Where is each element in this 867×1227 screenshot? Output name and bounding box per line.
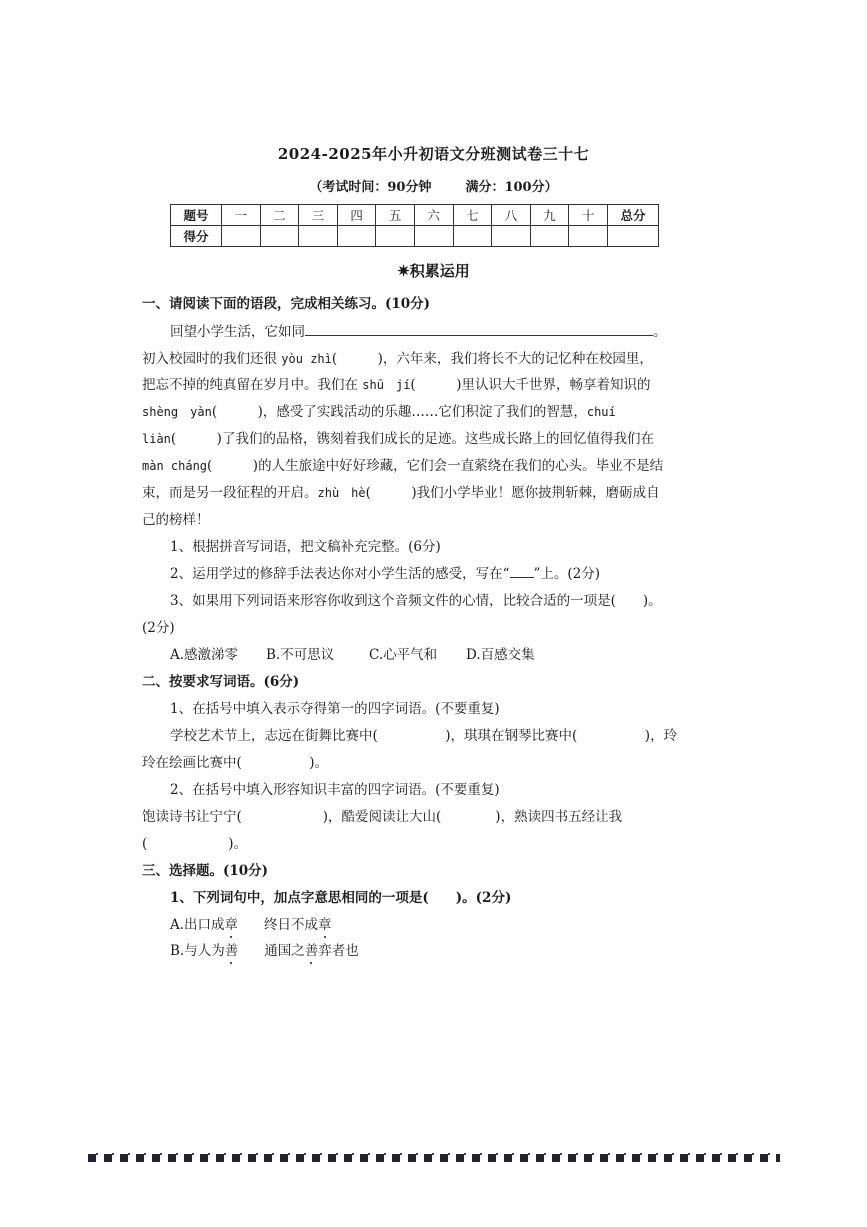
passage-line bbox=[142, 454, 672, 474]
passage-line bbox=[142, 427, 672, 447]
pinyin: zhù hè bbox=[317, 486, 366, 500]
score-input-cell[interactable] bbox=[299, 226, 338, 247]
score-cell: 得分 bbox=[171, 226, 222, 247]
choice-option[interactable] bbox=[170, 913, 672, 933]
choice-option[interactable]: D.百感交集 bbox=[466, 647, 535, 663]
dotted-char: 章 bbox=[224, 917, 239, 933]
passage-line: 己的榜样！ bbox=[142, 512, 210, 528]
score-cell: 七 bbox=[453, 205, 492, 226]
choice-text: 弈者也 bbox=[318, 943, 359, 959]
exam-subtitle bbox=[0, 176, 867, 195]
passage-text: 初入校园时的我们还很 bbox=[142, 351, 282, 367]
exam-full-score: 满分：100分） bbox=[465, 180, 558, 195]
sub-question-text: ”上。(2分) bbox=[533, 566, 601, 582]
choice-text: B.与人为 bbox=[170, 943, 225, 959]
score-cell: 八 bbox=[492, 205, 531, 226]
answer-blank[interactable] bbox=[305, 321, 653, 336]
score-cell: 十 bbox=[569, 205, 608, 226]
passage-line bbox=[142, 481, 672, 501]
pinyin: liàn bbox=[142, 432, 171, 446]
score-input-cell[interactable] bbox=[453, 226, 492, 247]
score-cell: 一 bbox=[222, 205, 261, 226]
question-3-title: 三、选择题。(10分) bbox=[142, 863, 269, 879]
pinyin: shèng yàn bbox=[142, 405, 212, 419]
passage-line: 玲在绘画比赛中( )。 bbox=[142, 755, 329, 771]
passage-text: 回望小学生活，它如同 bbox=[170, 324, 305, 340]
section-heading: ✷积累运用 bbox=[397, 262, 470, 280]
score-table-header-row bbox=[171, 205, 659, 226]
score-cell: 九 bbox=[530, 205, 569, 226]
passage-line: ( )。 bbox=[142, 836, 248, 852]
choice-text: A.出口成 bbox=[170, 917, 225, 933]
sub-question bbox=[170, 562, 672, 582]
footer-decoration-accent bbox=[88, 1153, 780, 1155]
pinyin: chuí bbox=[586, 405, 616, 419]
footer-decoration bbox=[88, 1154, 780, 1162]
score-cell: 四 bbox=[337, 205, 376, 226]
score-input-cell[interactable] bbox=[569, 226, 608, 247]
score-cell: 五 bbox=[376, 205, 415, 226]
score-input-cell[interactable] bbox=[337, 226, 376, 247]
dotted-char: 章 bbox=[318, 917, 332, 933]
sub-question-points: (2分) bbox=[142, 620, 175, 636]
passage-text: 把忘不掉的纯真留在岁月中。我们在 bbox=[142, 377, 363, 393]
passage-line: 饱读诗书让宁宁( )，酷爱阅读让大山( )，熟读四书五经让我 bbox=[142, 809, 623, 825]
sub-question: 1、下列词句中，加点字意思相同的一项是( )。(2分) bbox=[170, 890, 512, 906]
choice-text: 终日不成 bbox=[264, 917, 319, 933]
choice-option[interactable]: B.不可思议 bbox=[266, 647, 335, 663]
passage-line bbox=[170, 320, 672, 340]
passage-line: 学校艺术节上，志远在街舞比赛中( )，琪琪在钢琴比赛中( )，玲 bbox=[170, 728, 678, 744]
score-input-cell[interactable] bbox=[492, 226, 531, 247]
exam-time: （考试时间：90分钟 bbox=[309, 180, 432, 195]
choice-option[interactable]: C.心平气和 bbox=[369, 647, 438, 663]
question-2-title: 二、按要求写词语。(6分) bbox=[142, 674, 300, 690]
passage-text: ( )的人生旅途中好好珍藏，它们会一直萦绕在我们的心头。毕业不是结 bbox=[207, 458, 664, 474]
passage-text: ( )，六年来，我们将长不大的记忆种在校园里， bbox=[331, 351, 653, 367]
pinyin: shū jí bbox=[362, 378, 411, 392]
score-table-score-row bbox=[171, 226, 659, 247]
score-input-cell[interactable] bbox=[376, 226, 415, 247]
sub-question: 1、根据拼音写词语，把文稿补充完整。(6分) bbox=[170, 539, 441, 555]
score-cell: 题号 bbox=[171, 205, 222, 226]
exam-title: 2024-2025年小升初语文分班测试卷三十七 bbox=[277, 145, 590, 163]
score-input-cell[interactable] bbox=[530, 226, 569, 247]
score-input-cell[interactable] bbox=[222, 226, 261, 247]
score-input-cell[interactable] bbox=[414, 226, 453, 247]
passage-text: 。 bbox=[653, 324, 667, 340]
question-1-title: 一、请阅读下面的语段，完成相关练习。(10分) bbox=[142, 296, 431, 312]
pinyin: màn cháng bbox=[142, 459, 208, 473]
passage-text: ( )，感受了实践活动的乐趣……它们积淀了我们的智慧， bbox=[211, 404, 587, 420]
passage-text: 束，而是另一段征程的开启。 bbox=[142, 485, 318, 501]
dotted-char: 善 bbox=[224, 943, 239, 959]
choice-list bbox=[170, 643, 672, 663]
score-cell: 总分 bbox=[608, 205, 659, 226]
passage-line bbox=[142, 347, 672, 367]
score-cell: 三 bbox=[299, 205, 338, 226]
sub-question: 1、在括号中填入表示夺得第一的四字词语。(不要重复) bbox=[170, 701, 500, 717]
pinyin: yòu zhì bbox=[281, 352, 332, 366]
answer-blank[interactable] bbox=[510, 565, 534, 578]
choice-option[interactable]: A.感激涕零 bbox=[170, 647, 239, 663]
passage-text: ( )了我们的品格，镌刻着我们成长的足迹。这些成长路上的回忆值得我们在 bbox=[170, 431, 654, 447]
passage-text: ( )里认识大千世界，畅享着知识的 bbox=[410, 377, 651, 393]
passage-text: ( )我们小学毕业！愿你披荆斩棘，磨砺成自 bbox=[365, 485, 660, 501]
score-input-cell[interactable] bbox=[260, 226, 299, 247]
sub-question: 3、如果用下列词语来形容你收到这个音频文件的心情，比较合适的一项是( )。 bbox=[170, 593, 662, 609]
dotted-char: 善 bbox=[304, 943, 319, 959]
score-cell: 二 bbox=[260, 205, 299, 226]
passage-line bbox=[142, 400, 672, 420]
score-cell: 六 bbox=[414, 205, 453, 226]
score-table bbox=[170, 204, 659, 247]
choice-text: 通国之 bbox=[264, 943, 305, 959]
passage-line bbox=[142, 373, 672, 393]
sub-question-text: 2、运用学过的修辞手法表达你对小学生活的感受，写在“ bbox=[170, 566, 510, 582]
choice-option[interactable] bbox=[170, 939, 672, 959]
sub-question: 2、在括号中填入形容知识丰富的四字词语。(不要重复) bbox=[170, 782, 500, 798]
score-input-cell[interactable] bbox=[608, 226, 659, 247]
